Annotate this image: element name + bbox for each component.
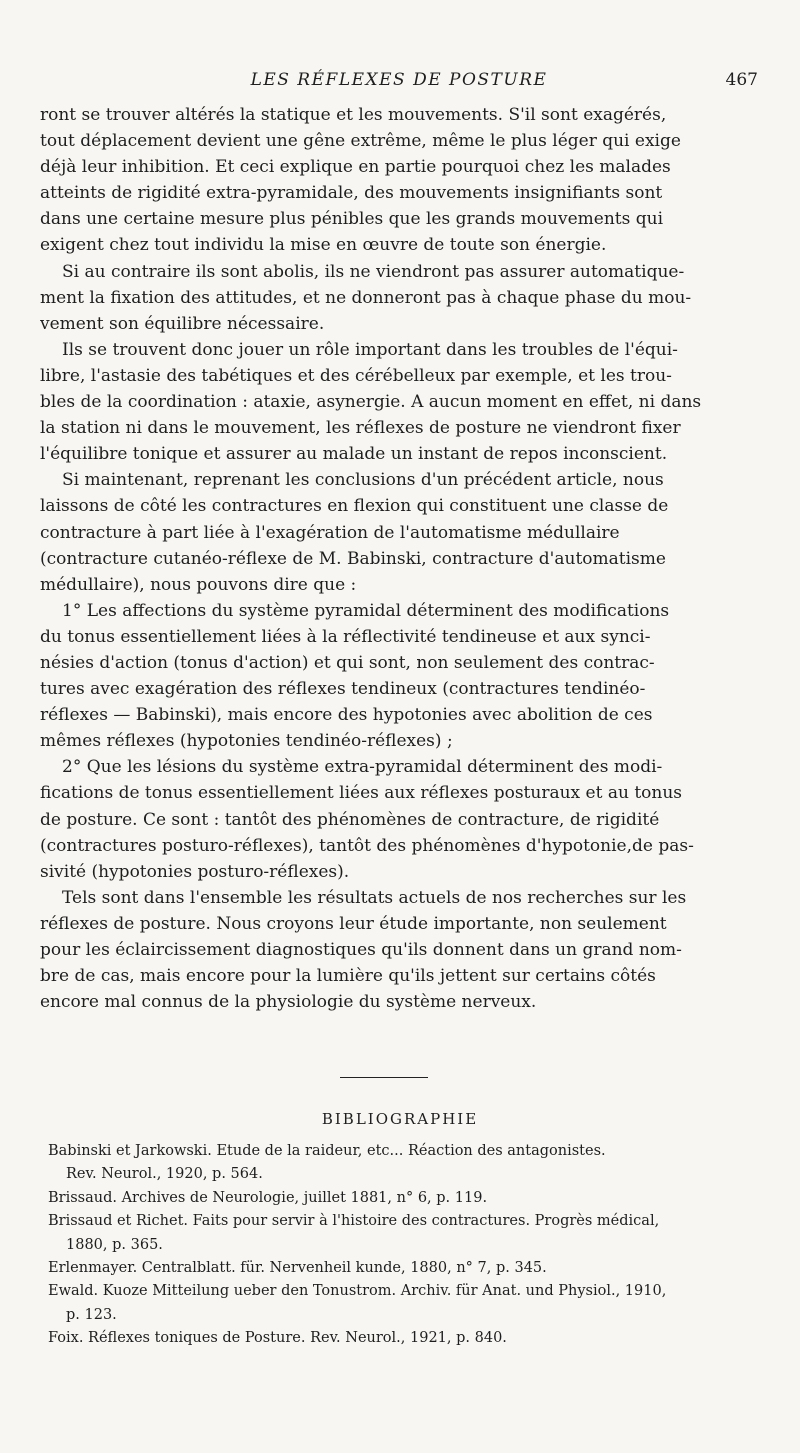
bibliography-entry: Babinski et Jarkowski. Etude de la raideur, etc... Réaction des antagonistes. <box>48 1143 606 1159</box>
text-line: laissons de côté les contractures en flexion qui constituent une classe de <box>40 496 669 517</box>
text-line: exigent chez tout individu la mise en œuvre de toute son énergie. <box>40 235 607 256</box>
text-line: (contractures posturo-réflexes), tantôt des phénomènes d'hypotonie,de pas- <box>40 835 694 856</box>
text-line: Si maintenant, reprenant les conclusions d'un précédent article, nous <box>62 470 664 491</box>
text-line: tout déplacement devient une gêne extrême, même le plus léger qui exige <box>40 131 681 152</box>
text-line: atteints de rigidité extra-pyramidale, des mouvements insignifiants sont <box>40 183 663 204</box>
bibliography-entry: Erlenmayer. Centralblatt. für. Nervenheil kunde, 1880, n° 7, p. 345. <box>48 1260 547 1277</box>
bibliography-entry: Ewald. Kuoze Mitteilung ueber den Tonustrom. Archiv. für Anat. und Physiol., 1910, <box>48 1283 667 1300</box>
bibliography-entry-continued: 1880, p. 365. <box>66 1236 163 1253</box>
text-line: de posture. Ce sont : tantôt des phénomènes de contracture, de rigidité <box>40 809 660 830</box>
text-line: fications de tonus essentiellement liées aux réflexes posturaux et au tonus <box>40 783 683 804</box>
bibliography-entry: Foix. Réflexes toniques de Posture. Rev. Neurol., 1921, p. 840. <box>48 1330 507 1347</box>
bibliography-entry: Brissaud. Archives de Neurologie, juillet 1881, n° 6, p. 119. <box>48 1189 488 1206</box>
text-line: bre de cas, mais encore pour la lumière qu'ils jettent sur certains côtés <box>40 966 656 987</box>
text-line: ment la fixation des attitudes, et ne donneront pas à chaque phase du mou- <box>40 287 692 308</box>
text-line: encore mal connus de la physiologie du système nerveux. <box>40 992 537 1013</box>
bibliography-heading: BIBLIOGRAPHIE <box>321 1110 479 1128</box>
bibliography-list <box>48 1140 755 1351</box>
running-title: LES RÉFLEXES DE POSTURE <box>250 70 548 90</box>
text-line: Tels sont dans l'ensemble les résultats actuels de nos recherches sur les <box>62 887 687 908</box>
text-line: pour les éclaircissement diagnostiques qu'ils donnent dans un grand nom- <box>40 940 682 960</box>
text-line: nésies d'action (tonus d'action) et qui sont, non seulement des contrac- <box>40 652 655 673</box>
text-line: 1° Les affections du système pyramidal déterminent des modifications <box>62 600 670 621</box>
text-line: mêmes réflexes (hypotonies tendinéo-réflexes) ; <box>40 731 453 752</box>
text-line: sivité (hypotonies posturo-réflexes). <box>40 861 350 882</box>
text-line: dans une certaine mesure plus pénibles que les grands mouvements qui <box>40 209 664 230</box>
section-divider <box>340 1077 428 1078</box>
text-line: l'équilibre tonique et assurer au malade un instant de repos inconscient. <box>40 444 668 465</box>
text-line: ront se trouver altérés la statique et les mouvements. S'il sont exagérés, <box>40 105 667 125</box>
text-line: réflexes de posture. Nous croyons leur étude importante, non seulement <box>40 913 667 934</box>
text-line: du tonus essentiellement liées à la réflectivité tendineuse et aux synci- <box>40 626 651 647</box>
text-line: (contracture cutanéo-réflexe de M. Babinski, contracture d'automatisme <box>40 548 666 569</box>
text-line: contracture à part liée à l'exagération de l'automatisme médullaire <box>40 522 620 543</box>
text-line: 2° Que les lésions du système extra-pyramidal déterminent des modi- <box>62 757 663 778</box>
page-number: 467 <box>725 70 758 90</box>
text-line: déjà leur inhibition. Et ceci explique en partie pourquoi chez les malades <box>40 157 671 178</box>
text-line: réflexes — Babinski), mais encore des hypotonies avec abolition de ces <box>40 705 653 726</box>
text-line: Si au contraire ils sont abolis, ils ne viendront pas assurer automatique- <box>62 261 685 282</box>
bibliography-entry-continued: Rev. Neurol., 1920, p. 564. <box>66 1166 263 1183</box>
text-line: bles de la coordination : ataxie, asynergie. A aucun moment en effet, ni dans <box>40 392 702 413</box>
bibliography-entry: Brissaud et Richet. Faits pour servir à l'histoire des contractures. Progrès médical, <box>48 1213 660 1230</box>
text-line: tures avec exagération des réflexes tendineux (contractures tendinéo- <box>40 679 646 700</box>
text-line: vement son équilibre nécessaire. <box>40 313 325 334</box>
text-line: la station ni dans le mouvement, les réflexes de posture ne viendront fixer <box>40 418 681 439</box>
body-text <box>40 102 755 1015</box>
text-line: médullaire), nous pouvons dire que : <box>40 574 357 595</box>
bibliography-entry-continued: p. 123. <box>66 1306 117 1323</box>
page-header <box>40 70 758 94</box>
text-line: Ils se trouvent donc jouer un rôle important dans les troubles de l'équi- <box>62 339 678 360</box>
text-line: libre, l'astasie des tabétiques et des cérébelleux par exemple, et les trou- <box>40 365 672 386</box>
